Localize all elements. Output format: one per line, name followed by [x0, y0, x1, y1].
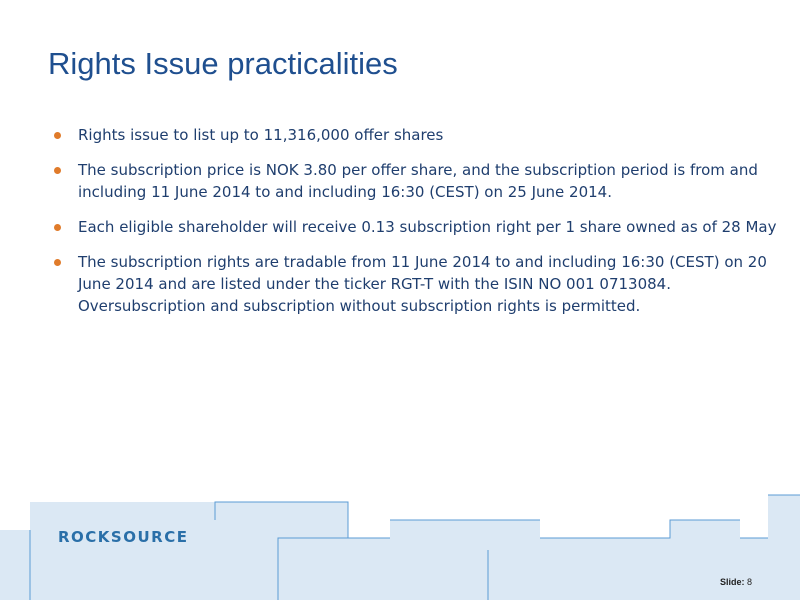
bullet-text: Rights issue to list up to 11,316,000 offer shares: [78, 126, 444, 144]
slide-number: [720, 577, 752, 587]
bullet-dot-icon: [54, 167, 61, 174]
footer-blocks: [0, 495, 800, 600]
bullet-text: The subscription price is NOK 3.80 per offer share, and the subscription period is from and including 11 June 2014 to and including 16:30 (CEST) on 25 June 2014.: [78, 161, 758, 201]
bullet-dot-icon: [54, 259, 61, 266]
slide-number-label: Slide:: [720, 577, 745, 587]
bullet-dot-icon: [54, 224, 61, 231]
bullet-list: [48, 124, 788, 330]
bullet-text: Each eligible shareholder will receive 0.13 subscription right per 1 share owned as of 28 May: [78, 218, 777, 236]
slide-title: Rights Issue practicalities: [48, 46, 398, 81]
rocksource-logo: ROCKSOURCE: [58, 528, 189, 546]
bullet-item: [48, 251, 788, 317]
bullet-item: [48, 216, 788, 238]
bullet-text: The subscription rights are tradable from 11 June 2014 to and including 16:30 (CEST) on 20 June 2014 and are listed under the ticker RGT-T with the ISIN NO 001 0713084. Oversubscription and subscription without subscription rights is permitted.: [78, 253, 767, 315]
bullet-item: [48, 124, 788, 146]
bullet-item: [48, 159, 788, 203]
bullet-dot-icon: [54, 132, 61, 139]
slide-number-value: 8: [747, 577, 753, 587]
